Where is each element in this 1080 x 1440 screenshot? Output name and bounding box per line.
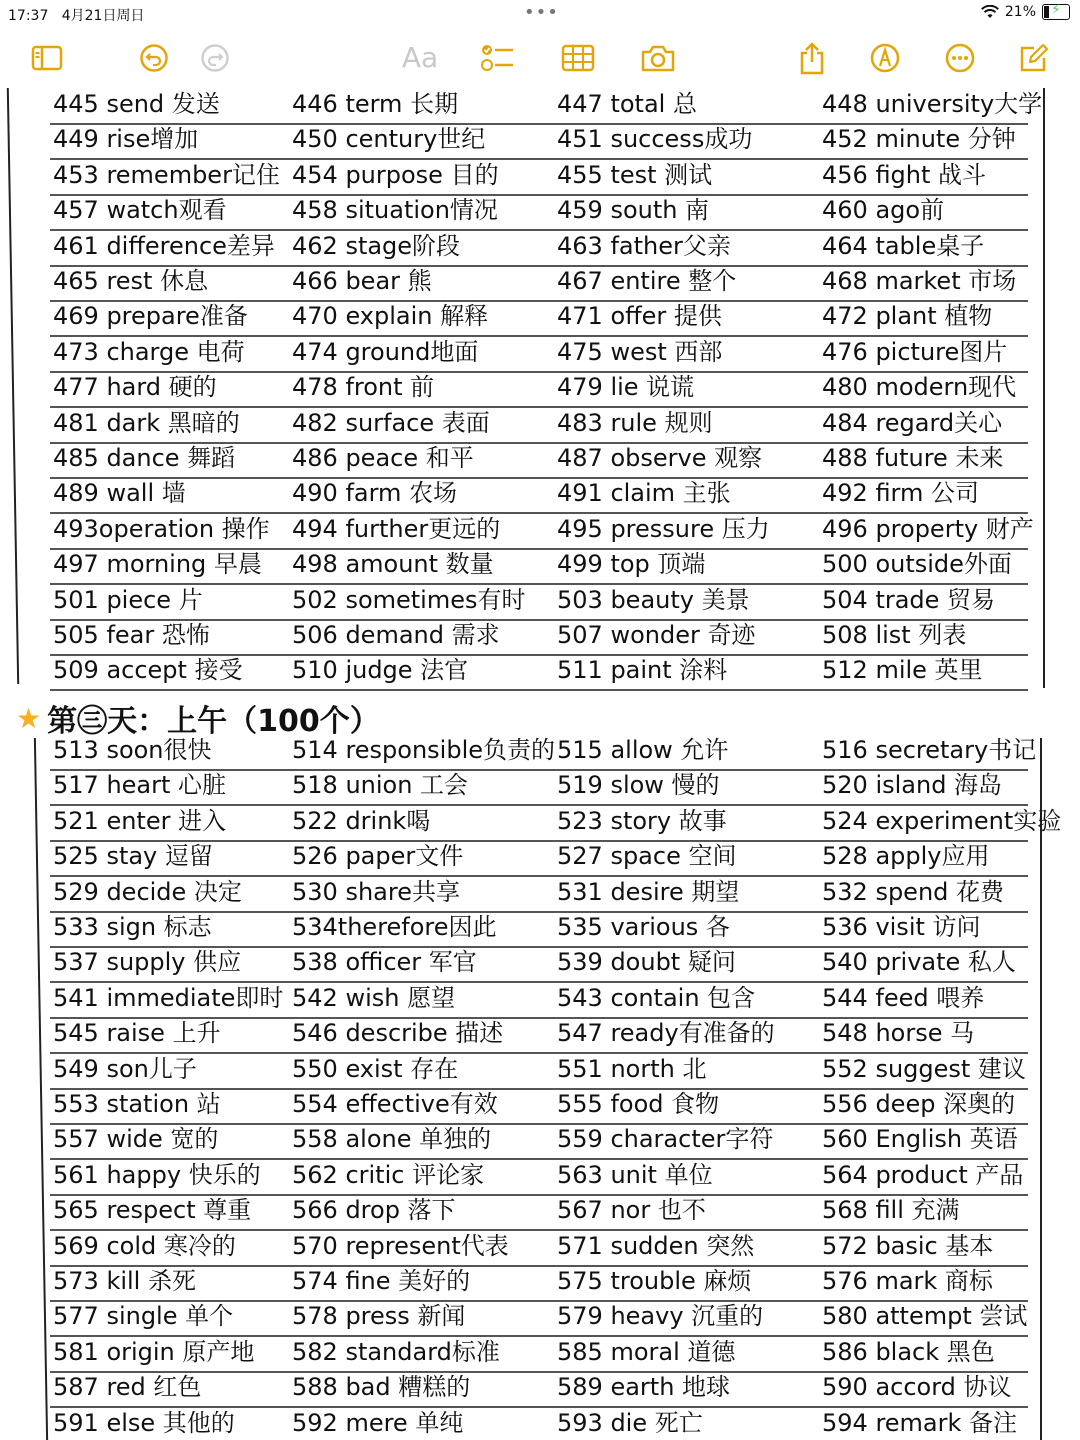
- vocab-cell: 472 plant 植物: [822, 302, 993, 331]
- vocab-cell: 513 soon很快: [53, 736, 212, 764]
- vocab-cell: 575 trouble 麻烦: [557, 1267, 752, 1295]
- section-heading-text: 第㊂天：上午（100个）: [47, 704, 380, 739]
- vocab-cell: 448 university大学: [822, 90, 1043, 118]
- vocab-cell: 572 basic 基本: [822, 1231, 994, 1260]
- vocab-cell: 497 morning 早晨: [53, 550, 262, 579]
- vocab-cell: 451 success成功: [557, 125, 753, 154]
- vocab-cell: 547 ready有准备的: [557, 1019, 775, 1048]
- vocab-cell: 511 paint 涂料: [557, 656, 728, 685]
- vocab-cell: 589 earth 地球: [557, 1373, 731, 1402]
- vocab-cell: 476 picture图片: [822, 337, 1008, 366]
- vocab-cell: 471 offer 提供: [557, 302, 722, 331]
- vocab-cell: 548 horse 马: [822, 1019, 975, 1048]
- vocab-cell: 446 term 长期: [292, 90, 459, 118]
- vocab-cell: 487 observe 观察: [557, 444, 763, 472]
- right-border-line: [1043, 88, 1045, 688]
- vocab-cell: 530 share共享: [292, 877, 460, 906]
- vocab-cell: 467 entire 整个: [557, 267, 737, 295]
- vocab-cell: 519 slow 慢的: [557, 771, 720, 800]
- vocab-cell: 509 accept 接受: [53, 656, 243, 685]
- vocab-cell: 484 regard关心: [822, 408, 1003, 437]
- vocab-cell: 469 prepare准备: [53, 302, 248, 331]
- vocab-cell: 577 single 单个: [53, 1302, 234, 1331]
- vocab-cell: 479 lie 说谎: [557, 373, 695, 402]
- vocab-cell: 574 fine 美好的: [292, 1267, 471, 1295]
- vocab-cell: 553 station 站: [53, 1090, 221, 1118]
- vocab-cell: 566 drop 落下: [292, 1196, 456, 1225]
- vocab-cell: 508 list 列表: [822, 621, 967, 649]
- vocab-cell: 585 moral 道德: [557, 1337, 736, 1366]
- vocab-cell: 538 officer 军官: [292, 948, 477, 977]
- row-divider: [50, 406, 1028, 408]
- vocab-cell: 533 sign 标志: [53, 913, 212, 941]
- vocab-cell: 461 difference差异: [53, 231, 275, 260]
- vocab-cell: 512 mile 英里: [822, 656, 983, 685]
- vocab-cell: 565 respect 尊重: [53, 1196, 252, 1225]
- vocab-cell: 524 experiment实验: [822, 806, 1062, 835]
- row-divider: [50, 1406, 1028, 1408]
- vocab-cell: 540 private 私人: [822, 948, 1016, 977]
- vocab-cell: 588 bad 糟糕的: [292, 1373, 471, 1402]
- vocab-cell: 594 remark 备注: [822, 1408, 1018, 1437]
- vocab-cell: 520 island 海岛: [822, 771, 1003, 800]
- vocab-cell: 496 property 财产: [822, 514, 1034, 543]
- vocab-cell: 481 dark 黑暗的: [53, 408, 240, 437]
- vocab-cell: 559 character字符: [557, 1125, 774, 1154]
- vocab-cell: 532 spend 花费: [822, 877, 1005, 906]
- vocab-cell: 586 black 黑色: [822, 1337, 995, 1366]
- vocab-cell: 523 story 故事: [557, 806, 727, 835]
- vocab-cell: 545 raise 上升: [53, 1019, 221, 1048]
- vocab-cell: 465 rest 休息: [53, 267, 209, 295]
- vocab-cell: 528 apply应用: [822, 842, 990, 871]
- vocab-cell: 515 allow 允许: [557, 736, 729, 764]
- left-border-line: [7, 88, 19, 684]
- vocab-cell: 483 rule 规则: [557, 408, 713, 437]
- vocab-cell: 587 red 红色: [53, 1373, 202, 1402]
- share-icon[interactable]: [792, 38, 832, 78]
- vocab-cell: 450 century世纪: [292, 125, 486, 154]
- note-content[interactable]: [0, 88, 1080, 1440]
- vocab-cell: 463 father父亲: [557, 231, 731, 260]
- vocab-cell: 507 wonder 奇迹: [557, 621, 756, 649]
- vocab-cell: 445 send 发送: [53, 90, 220, 118]
- vocab-cell: 580 attempt 尝试: [822, 1302, 1028, 1331]
- vocab-cell: 542 wish 愿望: [292, 983, 456, 1012]
- vocab-cell: 459 south 南: [557, 196, 710, 225]
- vocab-cell: 557 wide 宽的: [53, 1125, 219, 1154]
- vocab-cell: 504 trade 贸易: [822, 585, 996, 614]
- vocab-cell: 475 west 西部: [557, 337, 723, 366]
- vocab-cell: 581 origin 原产地: [53, 1337, 255, 1366]
- vocab-cell: 531 desire 期望: [557, 877, 740, 906]
- vocab-cell: 554 effective有效: [292, 1090, 498, 1118]
- vocab-cell: 550 exist 存在: [292, 1054, 459, 1083]
- vocab-cell: 456 fight 战斗: [822, 160, 987, 189]
- vocab-cell: 494 further更远的: [292, 514, 501, 543]
- battery-percent: 21%: [1004, 4, 1036, 20]
- vocab-cell: 452 minute 分钟: [822, 125, 1016, 154]
- vocab-cell: 537 supply 供应: [53, 948, 242, 977]
- vocab-cell: 516 secretary书记: [822, 736, 1037, 764]
- star-icon: ★: [16, 701, 42, 735]
- vocab-cell: 522 drink喝: [292, 806, 431, 835]
- vocab-cell: 546 describe 描述: [292, 1019, 504, 1048]
- vocab-cell: 590 accord 协议: [822, 1373, 1012, 1402]
- row-divider: [50, 689, 1028, 691]
- section-heading: [16, 696, 380, 740]
- vocab-cell: 555 food 食物: [557, 1090, 720, 1118]
- wifi-icon: [981, 5, 999, 19]
- table-icon[interactable]: [558, 38, 598, 78]
- sidebar-toggle-icon[interactable]: [27, 38, 67, 78]
- text-format-button[interactable]: Aa: [401, 41, 439, 74]
- checklist-icon[interactable]: [478, 38, 518, 78]
- vocab-cell: 560 English 英语: [822, 1125, 1018, 1154]
- vocab-cell: 460 ago前: [822, 196, 945, 225]
- vocab-cell: 488 future 未来: [822, 444, 1004, 472]
- vocab-cell: 455 test 测试: [557, 160, 713, 189]
- vocab-cell: 470 explain 解释: [292, 302, 489, 331]
- notes-toolbar: [0, 38, 1080, 86]
- undo-icon[interactable]: [134, 38, 174, 78]
- vocab-cell: 449 rise增加: [53, 125, 199, 154]
- vocab-cell: 570 represent代表: [292, 1231, 509, 1260]
- vocab-cell: 514 responsible负责的: [292, 736, 556, 764]
- vocab-cell: 535 various 各: [557, 913, 730, 941]
- vocab-cell: 457 watch观看: [53, 196, 227, 225]
- vocab-cell: 526 paper文件: [292, 842, 464, 871]
- right-border-line-2: [1040, 738, 1042, 1440]
- vocab-cell: 482 surface 表面: [292, 408, 490, 437]
- vocab-cell: 552 suggest 建议: [822, 1054, 1026, 1083]
- vocab-cell: 462 stage阶段: [292, 231, 461, 260]
- vocab-cell: 579 heavy 沉重的: [557, 1302, 764, 1331]
- vocab-cell: 447 total 总: [557, 90, 697, 118]
- vocab-cell: 490 farm 农场: [292, 479, 458, 508]
- vocab-cell: 567 nor 也不: [557, 1196, 706, 1225]
- vocab-cell: 477 hard 硬的: [53, 373, 217, 402]
- vocab-cell: 493operation 操作: [53, 514, 270, 543]
- vocab-cell: 505 fear 恐怖: [53, 621, 210, 649]
- vocab-cell: 562 critic 评论家: [292, 1160, 485, 1189]
- vocab-cell: 498 amount 数量: [292, 550, 494, 579]
- status-right: [981, 4, 1070, 20]
- row-divider: [50, 1229, 1028, 1231]
- battery-icon: ⚡: [1042, 4, 1070, 20]
- vocab-cell: 453 remember记住: [53, 160, 280, 189]
- vocab-cell: 510 judge 法官: [292, 656, 469, 685]
- status-time: 17:37 4月21日周日: [8, 8, 145, 24]
- vocab-cell: 558 alone 单独的: [292, 1125, 492, 1154]
- vocab-cell: 568 fill 充满: [822, 1196, 960, 1225]
- vocab-cell: 569 cold 寒冷的: [53, 1231, 236, 1260]
- vocab-cell: 458 situation情况: [292, 196, 498, 225]
- row-divider: [50, 1052, 1028, 1054]
- more-options-icon[interactable]: [940, 38, 980, 78]
- vocab-cell: 464 table桌子: [822, 231, 985, 260]
- vocab-cell: 454 purpose 目的: [292, 160, 499, 189]
- vocab-cell: 564 product 产品: [822, 1160, 1024, 1189]
- vocab-cell: 525 stay 逗留: [53, 842, 213, 871]
- vocab-cell: 556 deep 深奥的: [822, 1090, 1016, 1118]
- vocab-cell: 491 claim 主张: [557, 479, 731, 508]
- vocab-cell: 573 kill 杀死: [53, 1267, 196, 1295]
- vocab-cell: 536 visit 访问: [822, 913, 981, 941]
- vocab-cell: 501 piece 片: [53, 585, 203, 614]
- vocab-cell: 502 sometimes有时: [292, 585, 526, 614]
- vocab-cell: 499 top 顶端: [557, 550, 706, 579]
- row-divider: [50, 229, 1028, 231]
- vocab-cell: 539 doubt 疑问: [557, 948, 736, 977]
- vocab-cell: 543 contain 包含: [557, 983, 756, 1012]
- vocab-cell: 582 standard标准: [292, 1337, 500, 1366]
- vocab-cell: 500 outside外面: [822, 550, 1012, 579]
- vocab-cell: 561 happy 快乐的: [53, 1160, 261, 1189]
- camera-icon[interactable]: [638, 38, 678, 78]
- vocab-cell: 474 ground地面: [292, 337, 479, 366]
- compose-icon[interactable]: [1014, 38, 1054, 78]
- vocab-cell: 578 press 新闻: [292, 1302, 466, 1331]
- markup-pen-icon[interactable]: [865, 38, 905, 78]
- vocab-cell: 486 peace 和平: [292, 444, 474, 472]
- vocab-cell: 549 son儿子: [53, 1054, 197, 1083]
- vocab-cell: 591 else 其他的: [53, 1408, 235, 1437]
- vocab-cell: 485 dance 舞蹈: [53, 444, 236, 472]
- vocab-cell: 503 beauty 美景: [557, 585, 750, 614]
- vocab-cell: 534therefore因此: [292, 913, 497, 941]
- row-divider: [50, 875, 1028, 877]
- vocab-cell: 563 unit 单位: [557, 1160, 713, 1189]
- vocab-cell: 544 feed 喂养: [822, 983, 985, 1012]
- redo-icon[interactable]: [195, 38, 235, 78]
- vocab-cell: 489 wall 墙: [53, 479, 186, 508]
- vocab-cell: 541 immediate即时: [53, 983, 284, 1012]
- vocab-cell: 529 decide 决定: [53, 877, 242, 906]
- vocab-cell: 551 north 北: [557, 1054, 707, 1083]
- multitask-dots[interactable]: •••: [524, 2, 559, 23]
- vocab-cell: 468 market 市场: [822, 267, 1017, 295]
- vocab-cell: 517 heart 心脏: [53, 771, 227, 800]
- vocab-cell: 592 mere 单纯: [292, 1408, 464, 1437]
- row-divider: [50, 583, 1028, 585]
- vocab-cell: 576 mark 商标: [822, 1267, 993, 1295]
- vocab-cell: 495 pressure 压力: [557, 514, 770, 543]
- vocab-cell: 478 front 前: [292, 373, 435, 402]
- vocab-cell: 518 union 工会: [292, 771, 469, 800]
- vocab-cell: 571 sudden 突然: [557, 1231, 755, 1260]
- vocab-cell: 492 firm 公司: [822, 479, 980, 508]
- vocab-cell: 521 enter 进入: [53, 806, 227, 835]
- status-bar: [0, 0, 1080, 28]
- vocab-cell: 527 space 空间: [557, 842, 737, 871]
- vocab-cell: 593 die 死亡: [557, 1408, 703, 1437]
- vocab-cell: 480 modern现代: [822, 373, 1017, 402]
- left-border-line-2: [34, 738, 48, 1440]
- vocab-cell: 473 charge 电荷: [53, 337, 245, 366]
- vocab-cell: 506 demand 需求: [292, 621, 500, 649]
- vocab-cell: 466 bear 熊: [292, 267, 432, 295]
